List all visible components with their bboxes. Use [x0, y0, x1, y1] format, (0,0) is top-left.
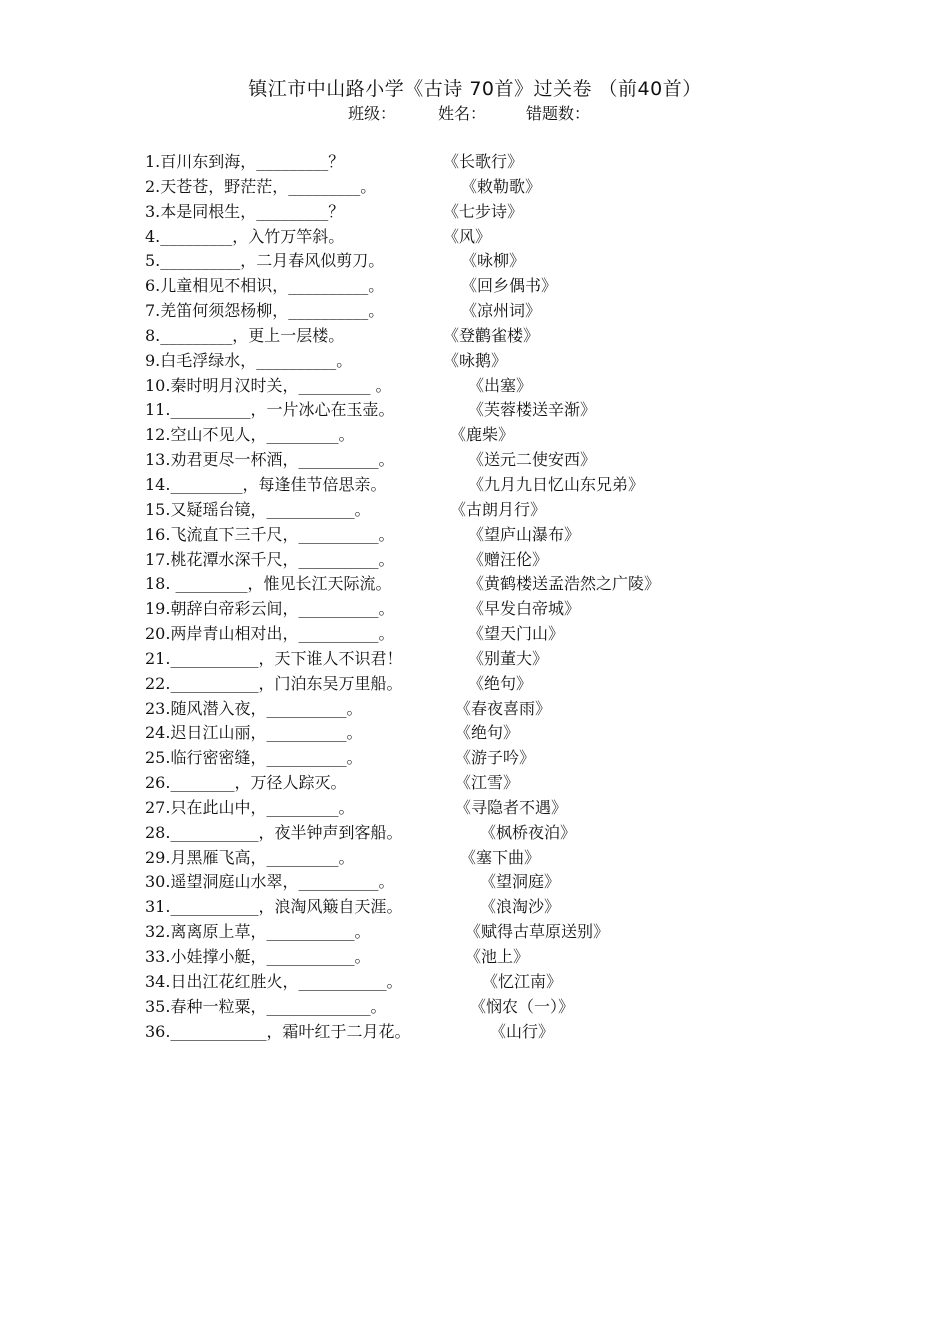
poem-source: 《望庐山瀑布》 [468, 524, 581, 544]
poem-source: 《九月九日忆山东兄弟》 [468, 474, 645, 494]
question-text: 19.朝辞白帝彩云间，__________。 [145, 599, 395, 619]
question-row [145, 597, 905, 622]
question-text: 28.___________，夜半钟声到客船。 [145, 822, 403, 842]
page-title: 镇江市中山路小学《古诗 70首》过关卷 （前40首） [248, 78, 702, 100]
poem-source: 《绝句》 [455, 723, 520, 743]
question-text: 26.________，万径人踪灭。 [145, 773, 347, 793]
question-text: 27.只在此山中，_________。 [145, 797, 355, 817]
question-row [145, 523, 905, 548]
question-row [145, 299, 905, 324]
question-row [145, 175, 905, 200]
question-row [145, 895, 905, 920]
poem-source: 《塞下曲》 [460, 847, 541, 867]
question-text: 7.羌笛何须怨杨柳，__________。 [145, 301, 385, 321]
poem-source: 《七步诗》 [443, 201, 524, 221]
question-row [145, 796, 905, 821]
question-text: 17.桃花潭水深千尺，__________。 [145, 549, 395, 569]
question-row [145, 274, 905, 299]
name-label: 姓名： [438, 104, 487, 123]
question-text: 15.又疑瑶台镜，___________。 [145, 499, 371, 519]
question-text: 30.遥望洞庭山水翠，__________。 [145, 872, 395, 892]
poem-source: 《寻隐者不遇》 [455, 797, 568, 817]
poem-source: 《望天门山》 [468, 624, 565, 644]
question-text: 12.空山不见人，_________。 [145, 425, 355, 445]
poem-source: 《早发白帝城》 [468, 599, 581, 619]
poem-source: 《凉州词》 [461, 301, 542, 321]
question-text: 22.___________，门泊东吴万里船。 [145, 673, 403, 693]
question-text: 14._________，每逢佳节倍思亲。 [145, 474, 387, 494]
question-row [145, 349, 905, 374]
question-row [145, 324, 905, 349]
poem-source: 《赋得古草原送别》 [465, 922, 610, 942]
question-row [145, 398, 905, 423]
question-text: 6.儿童相见不相识，__________。 [145, 276, 385, 296]
question-row [145, 572, 905, 597]
poem-source: 《山行》 [490, 1021, 555, 1041]
poem-source: 《黄鹤楼送孟浩然之广陵》 [468, 574, 661, 594]
question-row [145, 721, 905, 746]
poem-source: 《别董大》 [468, 648, 549, 668]
poem-source: 《望洞庭》 [480, 872, 561, 892]
question-text: 16.飞流直下三千尺，__________。 [145, 524, 395, 544]
question-row [145, 920, 905, 945]
question-text: 5.__________，二月春风似剪刀。 [145, 251, 385, 271]
question-row [145, 622, 905, 647]
question-text: 35.春种一粒粟，_____________。 [145, 996, 387, 1016]
question-text: 13.劝君更尽一杯酒，__________。 [145, 450, 395, 470]
question-text: 8._________，更上一层楼。 [145, 325, 345, 345]
question-row [145, 846, 905, 871]
question-text: 4._________，入竹万竿斜。 [145, 226, 345, 246]
question-text: 21.___________，天下谁人不识君！ [145, 648, 403, 668]
question-text: 3.本是同根生，_________？ [145, 201, 345, 221]
question-text: 31.___________，浪淘风簸自天涯。 [145, 897, 403, 917]
question-text: 11.__________，一片冰心在玉壶。 [145, 400, 395, 420]
poem-source: 《游子吟》 [455, 748, 536, 768]
poem-source: 《绝句》 [468, 673, 533, 693]
question-row [145, 945, 905, 970]
question-row [145, 771, 905, 796]
question-text: 2.天苍苍，野茫茫，_________。 [145, 176, 377, 196]
question-text: 24.迟日江山丽，__________。 [145, 723, 363, 743]
question-text: 20.两岸青山相对出，__________。 [145, 624, 395, 644]
question-text: 1.百川东到海，_________？ [145, 152, 345, 171]
poem-source: 《池上》 [465, 947, 530, 966]
poem-source: 《赠汪伦》 [468, 549, 549, 569]
question-list [145, 150, 905, 1044]
question-row [145, 448, 905, 473]
question-row [145, 423, 905, 448]
poem-source: 《浪淘沙》 [480, 897, 561, 917]
poem-source: 《咏柳》 [461, 251, 526, 271]
poem-source: 《长歌行》 [443, 152, 524, 171]
question-row [145, 647, 905, 672]
question-text: 25.临行密密缝，__________。 [145, 748, 363, 768]
question-row [145, 374, 905, 399]
question-row [145, 225, 905, 250]
errors-label: 错题数： [526, 104, 591, 123]
poem-source: 《悯农（一）》 [470, 996, 575, 1016]
question-text: 23.随风潜入夜，__________。 [145, 698, 363, 718]
question-text: 18. _________，惟见长江天际流。 [145, 574, 392, 594]
question-row [145, 995, 905, 1020]
question-row [145, 150, 905, 175]
poem-source: 《咏鹅》 [443, 350, 508, 370]
question-text: 9.白毛浮绿水，__________。 [145, 350, 353, 370]
poem-source: 《送元二使安西》 [468, 450, 597, 470]
poem-source: 《回乡偶书》 [461, 276, 558, 296]
question-row [145, 821, 905, 846]
question-text: 36.____________，霜叶红于二月花。 [145, 1021, 411, 1041]
poem-source: 《敕勒歌》 [461, 176, 542, 196]
question-text: 34.日出江花红胜火，___________。 [145, 971, 403, 991]
poem-source: 《江雪》 [455, 773, 520, 793]
poem-source: 《登鹳雀楼》 [443, 325, 540, 345]
question-text: 33.小娃撑小艇，___________。 [145, 947, 371, 966]
question-row [145, 697, 905, 722]
question-row [145, 870, 905, 895]
question-text: 10.秦时明月汉时关，_________ 。 [145, 375, 392, 395]
poem-source: 《芙蓉楼送辛渐》 [468, 400, 597, 420]
question-row [145, 548, 905, 573]
poem-source: 《古朗月行》 [450, 499, 547, 519]
question-row [145, 970, 905, 995]
question-row [145, 200, 905, 225]
question-row [145, 1020, 905, 1045]
poem-source: 《枫桥夜泊》 [480, 822, 577, 842]
question-text: 29.月黑雁飞高，_________。 [145, 847, 355, 867]
question-row [145, 473, 905, 498]
question-row [145, 249, 905, 274]
poem-source: 《鹿柴》 [450, 425, 515, 445]
poem-source: 《出塞》 [468, 375, 533, 395]
poem-source: 《春夜喜雨》 [455, 698, 552, 718]
question-text: 32.离离原上草，___________。 [145, 922, 371, 942]
question-row [145, 498, 905, 523]
question-row [145, 672, 905, 697]
student-info-line [348, 101, 590, 124]
poem-source: 《风》 [443, 226, 492, 246]
poem-source: 《忆江南》 [482, 971, 563, 991]
class-label: 班级： [348, 104, 397, 123]
question-row [145, 746, 905, 771]
